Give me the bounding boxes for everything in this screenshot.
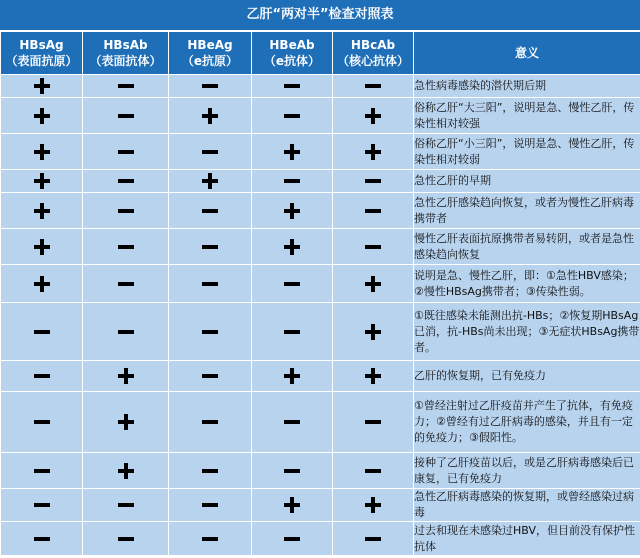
col-sub: （e抗体） — [263, 54, 321, 68]
negative-icon — [115, 200, 137, 222]
sign-cell-hbsag — [1, 229, 83, 265]
sign-cell-hbeag — [169, 134, 252, 170]
positive-icon — [281, 365, 303, 387]
sign-cell-hbeag — [169, 303, 252, 361]
negative-icon — [199, 411, 221, 433]
sign-cell-hbeag — [169, 392, 252, 453]
sign-cell-hbsag — [1, 265, 83, 303]
positive-icon — [362, 141, 384, 163]
negative-icon — [362, 170, 384, 192]
col-name: HBcAb — [350, 38, 396, 52]
table-row — [1, 98, 640, 134]
table-row — [1, 489, 640, 522]
positive-icon — [115, 411, 137, 433]
positive-icon — [362, 273, 384, 295]
meaning-cell: 俗称乙肝“小三阳”，说明是急、慢性乙肝，传染性相对较弱 — [414, 134, 640, 170]
negative-icon — [115, 170, 137, 192]
negative-icon — [31, 460, 53, 482]
sign-cell-hbeag — [169, 229, 252, 265]
sign-cell-hbsag — [1, 170, 83, 193]
table-title: 乙肝“两对半”检查对照表 — [0, 0, 640, 31]
sign-cell-hbcab — [333, 170, 414, 193]
negative-icon — [362, 236, 384, 258]
sign-cell-hbcab — [333, 453, 414, 489]
positive-icon — [115, 365, 137, 387]
col-name: HBeAb — [269, 38, 315, 52]
meaning-cell: 急性乙肝的早期 — [414, 170, 640, 193]
col-name: HBsAb — [103, 38, 148, 52]
negative-icon — [115, 528, 137, 550]
col-header-hbeag — [169, 32, 252, 75]
positive-icon — [31, 105, 53, 127]
meaning-cell: 急性乙肝感染趋向恢复，或者为慢性乙肝病毒携带者 — [414, 193, 640, 229]
sign-cell-hbeab — [252, 392, 333, 453]
positive-icon — [281, 141, 303, 163]
positive-icon — [31, 170, 53, 192]
meaning-cell: ①既往感染未能测出抗-HBs；②恢复期HBsAg已消，抗-HBs尚未出现；③无症状HBsAg携带者。 — [414, 303, 640, 361]
table-row — [1, 75, 640, 98]
negative-icon — [199, 365, 221, 387]
negative-icon — [31, 321, 53, 343]
header-row — [1, 32, 640, 75]
negative-icon — [115, 105, 137, 127]
positive-icon — [199, 170, 221, 192]
sign-cell-hbcab — [333, 193, 414, 229]
positive-icon — [362, 365, 384, 387]
meaning-cell: 接种了乙肝疫苗以后，或是乙肝病毒感染后已康复，已有免疫力 — [414, 453, 640, 489]
col-header-meaning — [414, 32, 640, 75]
sign-cell-hbeag — [169, 265, 252, 303]
negative-icon — [31, 365, 53, 387]
table-row — [1, 303, 640, 361]
negative-icon — [199, 200, 221, 222]
sign-cell-hbcab — [333, 265, 414, 303]
sign-cell-hbeab — [252, 193, 333, 229]
positive-icon — [362, 494, 384, 516]
meaning-cell: 过去和现在未感染过HBV，但目前没有保护性抗体 — [414, 522, 640, 556]
positive-icon — [281, 200, 303, 222]
col-header-hbeab — [252, 32, 333, 75]
sign-cell-hbcab — [333, 392, 414, 453]
table-row — [1, 361, 640, 392]
sign-cell-hbsag — [1, 489, 83, 522]
positive-icon — [199, 105, 221, 127]
positive-icon — [362, 321, 384, 343]
negative-icon — [199, 75, 221, 97]
sign-cell-hbcab — [333, 303, 414, 361]
negative-icon — [362, 75, 384, 97]
col-sub: （核心抗体） — [336, 54, 409, 68]
sign-cell-hbsag — [1, 361, 83, 392]
col-name: HBsAg — [19, 38, 64, 52]
sign-cell-hbeab — [252, 453, 333, 489]
sign-cell-hbsab — [83, 75, 169, 98]
negative-icon — [362, 460, 384, 482]
table-row — [1, 229, 640, 265]
sign-cell-hbsag — [1, 193, 83, 229]
sign-cell-hbeab — [252, 170, 333, 193]
negative-icon — [199, 460, 221, 482]
negative-icon — [115, 321, 137, 343]
negative-icon — [199, 321, 221, 343]
meaning-cell: ①曾经注射过乙肝疫苗并产生了抗体，有免疫力；②曾经有过乙肝病毒的感染，并且有一定的免疫力；③假阳性。 — [414, 392, 640, 453]
positive-icon — [31, 236, 53, 258]
table-row — [1, 170, 640, 193]
sign-cell-hbsab — [83, 265, 169, 303]
table-row — [1, 134, 640, 170]
negative-icon — [281, 105, 303, 127]
sign-cell-hbeab — [252, 522, 333, 556]
table-row — [1, 265, 640, 303]
col-sub: （表面抗体） — [89, 54, 162, 68]
table-row — [1, 522, 640, 556]
negative-icon — [199, 494, 221, 516]
table-row — [1, 453, 640, 489]
negative-icon — [362, 411, 384, 433]
sign-cell-hbeag — [169, 98, 252, 134]
sign-cell-hbeab — [252, 265, 333, 303]
col-name: 意义 — [514, 46, 539, 60]
meaning-cell: 急性乙肝病毒感染的恢复期，或曾经感染过病毒 — [414, 489, 640, 522]
negative-icon — [362, 528, 384, 550]
negative-icon — [281, 75, 303, 97]
sign-cell-hbsag — [1, 303, 83, 361]
negative-icon — [31, 528, 53, 550]
negative-icon — [281, 321, 303, 343]
negative-icon — [199, 236, 221, 258]
sign-cell-hbsag — [1, 522, 83, 556]
negative-icon — [31, 411, 53, 433]
col-sub: （e抗原） — [181, 54, 239, 68]
sign-cell-hbsag — [1, 98, 83, 134]
sign-cell-hbcab — [333, 489, 414, 522]
sign-cell-hbeag — [169, 489, 252, 522]
sign-cell-hbeab — [252, 229, 333, 265]
sign-cell-hbcab — [333, 522, 414, 556]
negative-icon — [115, 75, 137, 97]
negative-icon — [115, 236, 137, 258]
meaning-cell: 乙肝的恢复期，已有免疫力 — [414, 361, 640, 392]
col-header-hbcab — [333, 32, 414, 75]
sign-cell-hbeag — [169, 522, 252, 556]
sign-cell-hbeag — [169, 361, 252, 392]
negative-icon — [281, 273, 303, 295]
sign-cell-hbsab — [83, 303, 169, 361]
meaning-cell: 慢性乙肝表面抗原携带者易转阴，或者是急性感染趋向恢复 — [414, 229, 640, 265]
col-header-hbsag — [1, 32, 83, 75]
sign-cell-hbeag — [169, 193, 252, 229]
positive-icon — [31, 200, 53, 222]
sign-cell-hbcab — [333, 134, 414, 170]
col-sub: （表面抗原） — [5, 54, 78, 68]
negative-icon — [199, 528, 221, 550]
sign-cell-hbeab — [252, 98, 333, 134]
positive-icon — [115, 460, 137, 482]
sign-cell-hbsab — [83, 453, 169, 489]
sign-cell-hbsab — [83, 489, 169, 522]
sign-cell-hbsab — [83, 392, 169, 453]
negative-icon — [281, 528, 303, 550]
negative-icon — [281, 170, 303, 192]
sign-cell-hbeag — [169, 453, 252, 489]
negative-icon — [115, 141, 137, 163]
sign-cell-hbcab — [333, 229, 414, 265]
sign-cell-hbsab — [83, 193, 169, 229]
sign-cell-hbsag — [1, 75, 83, 98]
positive-icon — [31, 141, 53, 163]
negative-icon — [362, 200, 384, 222]
sign-cell-hbsag — [1, 134, 83, 170]
table-body — [1, 75, 640, 556]
results-table — [0, 31, 640, 556]
sign-cell-hbsab — [83, 134, 169, 170]
meaning-cell: 急性病毒感染的潜伏期后期 — [414, 75, 640, 98]
negative-icon — [115, 273, 137, 295]
sign-cell-hbsag — [1, 392, 83, 453]
sign-cell-hbeag — [169, 170, 252, 193]
table-row — [1, 193, 640, 229]
negative-icon — [199, 141, 221, 163]
positive-icon — [362, 105, 384, 127]
positive-icon — [31, 273, 53, 295]
sign-cell-hbsab — [83, 170, 169, 193]
negative-icon — [31, 494, 53, 516]
table-row — [1, 392, 640, 453]
sign-cell-hbeab — [252, 134, 333, 170]
meaning-cell: 俗称乙肝“大三阳”，说明是急、慢性乙肝，传染性相对较强 — [414, 98, 640, 134]
col-name: HBeAg — [187, 38, 233, 52]
positive-icon — [281, 236, 303, 258]
col-header-hbsab — [83, 32, 169, 75]
positive-icon — [281, 494, 303, 516]
sign-cell-hbeab — [252, 303, 333, 361]
sign-cell-hbsab — [83, 229, 169, 265]
sign-cell-hbeab — [252, 75, 333, 98]
negative-icon — [115, 494, 137, 516]
sign-cell-hbcab — [333, 98, 414, 134]
positive-icon — [31, 75, 53, 97]
sign-cell-hbeab — [252, 361, 333, 392]
sign-cell-hbsab — [83, 522, 169, 556]
sign-cell-hbsab — [83, 361, 169, 392]
sign-cell-hbsag — [1, 453, 83, 489]
sign-cell-hbeag — [169, 75, 252, 98]
sign-cell-hbeab — [252, 489, 333, 522]
sign-cell-hbsab — [83, 98, 169, 134]
negative-icon — [199, 273, 221, 295]
meaning-cell: 说明是急、慢性乙肝，即：①急性HBV感染；②慢性HBsAg携带者；③传染性弱。 — [414, 265, 640, 303]
sign-cell-hbcab — [333, 75, 414, 98]
sign-cell-hbcab — [333, 361, 414, 392]
negative-icon — [281, 411, 303, 433]
negative-icon — [281, 460, 303, 482]
